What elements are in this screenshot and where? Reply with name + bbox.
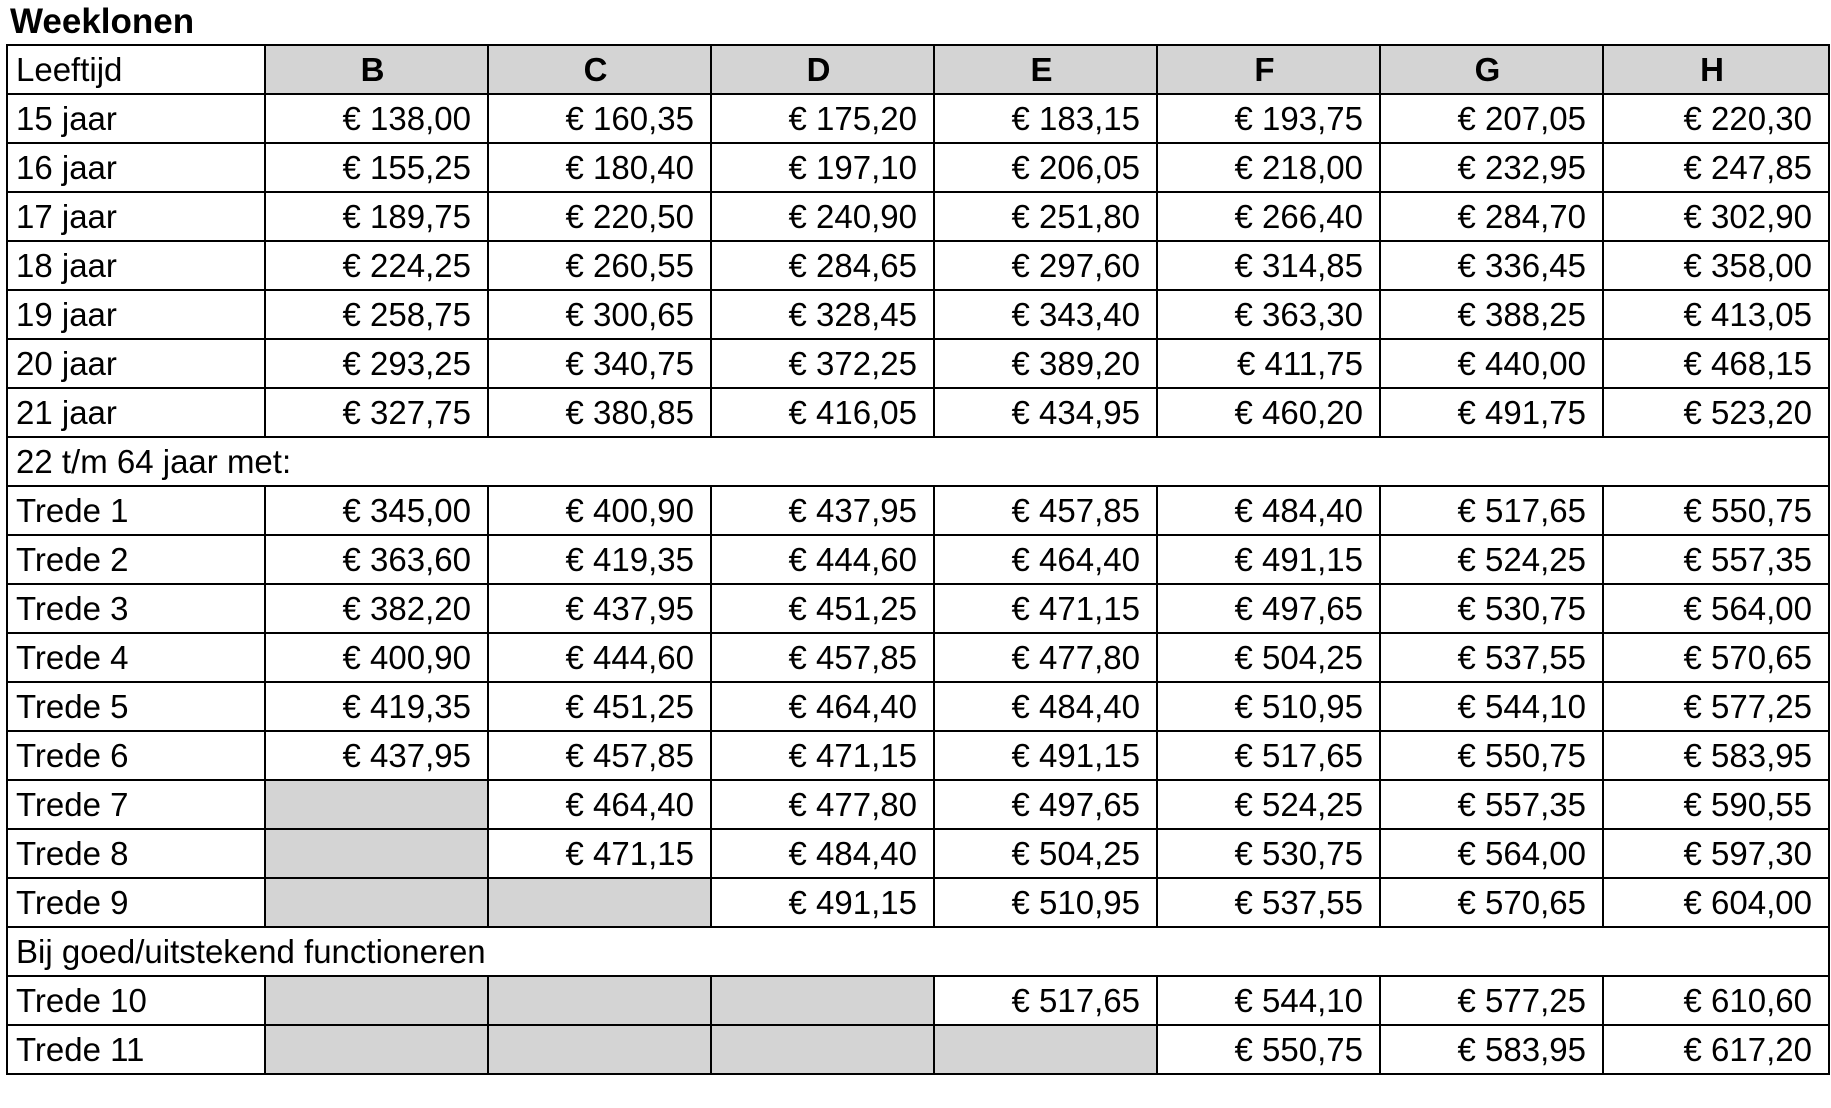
wage-cell: € 437,95 (711, 486, 934, 535)
wage-cell: € 604,00 (1603, 878, 1829, 927)
wage-cell: € 444,60 (488, 633, 711, 682)
wage-cell: € 345,00 (265, 486, 488, 535)
wage-cell: € 537,55 (1157, 878, 1380, 927)
wage-cell: € 327,75 (265, 388, 488, 437)
wage-cell: € 464,40 (711, 682, 934, 731)
wage-cell: € 577,25 (1603, 682, 1829, 731)
wage-cell: € 297,60 (934, 241, 1157, 290)
wage-cell: € 557,35 (1380, 780, 1603, 829)
section-row-adult (7, 437, 1829, 486)
wage-cell: € 504,25 (934, 829, 1157, 878)
wage-cell: € 207,05 (1380, 94, 1603, 143)
wage-cell: € 517,65 (1157, 731, 1380, 780)
wage-cell: € 570,65 (1603, 633, 1829, 682)
wage-cell: € 537,55 (1380, 633, 1603, 682)
table-row (7, 192, 1829, 241)
wage-cell: € 484,40 (934, 682, 1157, 731)
empty-cell (711, 976, 934, 1025)
wage-cell: € 266,40 (1157, 192, 1380, 241)
wage-cell: € 138,00 (265, 94, 488, 143)
wage-cell: € 260,55 (488, 241, 711, 290)
wage-cell: € 464,40 (934, 535, 1157, 584)
row-label: Trede 1 (7, 486, 265, 535)
table-row (7, 535, 1829, 584)
wage-cell: € 583,95 (1380, 1025, 1603, 1074)
wage-cell: € 440,00 (1380, 339, 1603, 388)
row-label: 20 jaar (7, 339, 265, 388)
empty-cell (265, 878, 488, 927)
wage-cell: € 220,30 (1603, 94, 1829, 143)
column-header-e: E (934, 45, 1157, 94)
wage-cell: € 437,95 (265, 731, 488, 780)
page-title: Weeklonen (10, 2, 195, 41)
column-header-f: F (1157, 45, 1380, 94)
row-label: Trede 9 (7, 878, 265, 927)
wage-cell: € 550,75 (1157, 1025, 1380, 1074)
row-label: 21 jaar (7, 388, 265, 437)
wage-cell: € 597,30 (1603, 829, 1829, 878)
wage-cell: € 206,05 (934, 143, 1157, 192)
wage-cell: € 530,75 (1157, 829, 1380, 878)
wage-cell: € 251,80 (934, 192, 1157, 241)
wage-cell: € 468,15 (1603, 339, 1829, 388)
column-header-b: B (265, 45, 488, 94)
table-body (7, 45, 1829, 1074)
wage-cell: € 497,65 (1157, 584, 1380, 633)
wage-cell: € 218,00 (1157, 143, 1380, 192)
table-row (7, 143, 1829, 192)
section-row-adult-label: 22 t/m 64 jaar met: (7, 437, 1829, 486)
wage-cell: € 617,20 (1603, 1025, 1829, 1074)
empty-cell (265, 976, 488, 1025)
table-row (7, 241, 1829, 290)
column-header-g: G (1380, 45, 1603, 94)
wage-cell: € 372,25 (711, 339, 934, 388)
wage-cell: € 451,25 (711, 584, 934, 633)
wage-cell: € 343,40 (934, 290, 1157, 339)
wage-cell: € 564,00 (1380, 829, 1603, 878)
wage-cell: € 504,25 (1157, 633, 1380, 682)
row-label: Trede 7 (7, 780, 265, 829)
wage-cell: € 328,45 (711, 290, 934, 339)
table-row (7, 878, 1829, 927)
wage-cell: € 524,25 (1157, 780, 1380, 829)
wage-cell: € 382,20 (265, 584, 488, 633)
wage-cell: € 564,00 (1603, 584, 1829, 633)
table-row (7, 94, 1829, 143)
table-row (7, 682, 1829, 731)
table-row (7, 584, 1829, 633)
wage-cell: € 363,30 (1157, 290, 1380, 339)
wage-cell: € 193,75 (1157, 94, 1380, 143)
wage-cell: € 517,65 (1380, 486, 1603, 535)
section-row-performance (7, 927, 1829, 976)
wage-cell: € 570,65 (1380, 878, 1603, 927)
wage-cell: € 411,75 (1157, 339, 1380, 388)
wage-cell: € 413,05 (1603, 290, 1829, 339)
empty-cell (265, 829, 488, 878)
table-row (7, 731, 1829, 780)
wage-cell: € 232,95 (1380, 143, 1603, 192)
wage-cell: € 464,40 (488, 780, 711, 829)
row-label: 15 jaar (7, 94, 265, 143)
table-row (7, 633, 1829, 682)
empty-cell (265, 1025, 488, 1074)
wage-cell: € 400,90 (265, 633, 488, 682)
row-label: Trede 11 (7, 1025, 265, 1074)
table-row (7, 388, 1829, 437)
wage-cell: € 510,95 (934, 878, 1157, 927)
table-row (7, 290, 1829, 339)
wage-cell: € 302,90 (1603, 192, 1829, 241)
wage-cell: € 336,45 (1380, 241, 1603, 290)
wage-cell: € 530,75 (1380, 584, 1603, 633)
wage-cell: € 610,60 (1603, 976, 1829, 1025)
table-row (7, 1025, 1829, 1074)
empty-cell (488, 1025, 711, 1074)
wage-cell: € 484,40 (711, 829, 934, 878)
section-row-performance-label: Bij goed/uitstekend functioneren (7, 927, 1829, 976)
wage-cell: € 180,40 (488, 143, 711, 192)
row-label: Trede 3 (7, 584, 265, 633)
wage-cell: € 523,20 (1603, 388, 1829, 437)
wage-cell: € 557,35 (1603, 535, 1829, 584)
wage-cell: € 451,25 (488, 682, 711, 731)
wage-cell: € 510,95 (1157, 682, 1380, 731)
row-label: Trede 2 (7, 535, 265, 584)
wage-cell: € 175,20 (711, 94, 934, 143)
row-label: 19 jaar (7, 290, 265, 339)
row-label: 17 jaar (7, 192, 265, 241)
empty-cell (711, 1025, 934, 1074)
wage-cell: € 314,85 (1157, 241, 1380, 290)
wage-cell: € 517,65 (934, 976, 1157, 1025)
table-row (7, 976, 1829, 1025)
wage-cell: € 300,65 (488, 290, 711, 339)
wage-cell: € 284,65 (711, 241, 934, 290)
wage-cell: € 416,05 (711, 388, 934, 437)
wage-cell: € 389,20 (934, 339, 1157, 388)
empty-cell (488, 878, 711, 927)
wage-cell: € 590,55 (1603, 780, 1829, 829)
table-row (7, 780, 1829, 829)
wage-cell: € 550,75 (1603, 486, 1829, 535)
wage-cell: € 380,85 (488, 388, 711, 437)
row-label: Trede 5 (7, 682, 265, 731)
wage-cell: € 544,10 (1157, 976, 1380, 1025)
row-label: 16 jaar (7, 143, 265, 192)
wage-cell: € 491,75 (1380, 388, 1603, 437)
wage-cell: € 471,15 (711, 731, 934, 780)
wage-cell: € 437,95 (488, 584, 711, 633)
wage-cell: € 358,00 (1603, 241, 1829, 290)
empty-cell (934, 1025, 1157, 1074)
wage-cell: € 477,80 (934, 633, 1157, 682)
column-header-c: C (488, 45, 711, 94)
wage-cell: € 457,85 (934, 486, 1157, 535)
wage-cell: € 400,90 (488, 486, 711, 535)
wage-cell: € 284,70 (1380, 192, 1603, 241)
table-row (7, 339, 1829, 388)
row-label: Trede 4 (7, 633, 265, 682)
wage-cell: € 419,35 (265, 682, 488, 731)
row-label: Trede 6 (7, 731, 265, 780)
wage-cell: € 477,80 (711, 780, 934, 829)
row-label: Trede 8 (7, 829, 265, 878)
empty-cell (265, 780, 488, 829)
wage-cell: € 293,25 (265, 339, 488, 388)
wage-cell: € 544,10 (1380, 682, 1603, 731)
wage-cell: € 524,25 (1380, 535, 1603, 584)
table-row (7, 486, 1829, 535)
wage-table (6, 44, 1830, 1075)
wage-cell: € 497,65 (934, 780, 1157, 829)
wage-cell: € 340,75 (488, 339, 711, 388)
wage-cell: € 457,85 (488, 731, 711, 780)
wage-cell: € 577,25 (1380, 976, 1603, 1025)
wage-cell: € 247,85 (1603, 143, 1829, 192)
table-row (7, 829, 1829, 878)
row-label: Trede 10 (7, 976, 265, 1025)
wage-cell: € 444,60 (711, 535, 934, 584)
empty-cell (488, 976, 711, 1025)
wage-cell: € 491,15 (1157, 535, 1380, 584)
column-header-d: D (711, 45, 934, 94)
wage-cell: € 160,35 (488, 94, 711, 143)
wage-cell: € 197,10 (711, 143, 934, 192)
wage-cell: € 183,15 (934, 94, 1157, 143)
wage-cell: € 491,15 (711, 878, 934, 927)
wage-cell: € 457,85 (711, 633, 934, 682)
wage-cell: € 484,40 (1157, 486, 1380, 535)
wage-cell: € 388,25 (1380, 290, 1603, 339)
wage-cell: € 155,25 (265, 143, 488, 192)
wage-cell: € 471,15 (934, 584, 1157, 633)
wage-cell: € 258,75 (265, 290, 488, 339)
wage-cell: € 419,35 (488, 535, 711, 584)
wage-cell: € 189,75 (265, 192, 488, 241)
wage-cell: € 220,50 (488, 192, 711, 241)
row-label: 18 jaar (7, 241, 265, 290)
wage-cell: € 550,75 (1380, 731, 1603, 780)
wage-cell: € 363,60 (265, 535, 488, 584)
wage-cell: € 491,15 (934, 731, 1157, 780)
header-row (7, 45, 1829, 94)
wage-cell: € 471,15 (488, 829, 711, 878)
wage-cell: € 434,95 (934, 388, 1157, 437)
wage-cell: € 224,25 (265, 241, 488, 290)
wage-cell: € 240,90 (711, 192, 934, 241)
header-label: Leeftijd (7, 45, 265, 94)
column-header-h: H (1603, 45, 1829, 94)
wage-cell: € 460,20 (1157, 388, 1380, 437)
wage-cell: € 583,95 (1603, 731, 1829, 780)
